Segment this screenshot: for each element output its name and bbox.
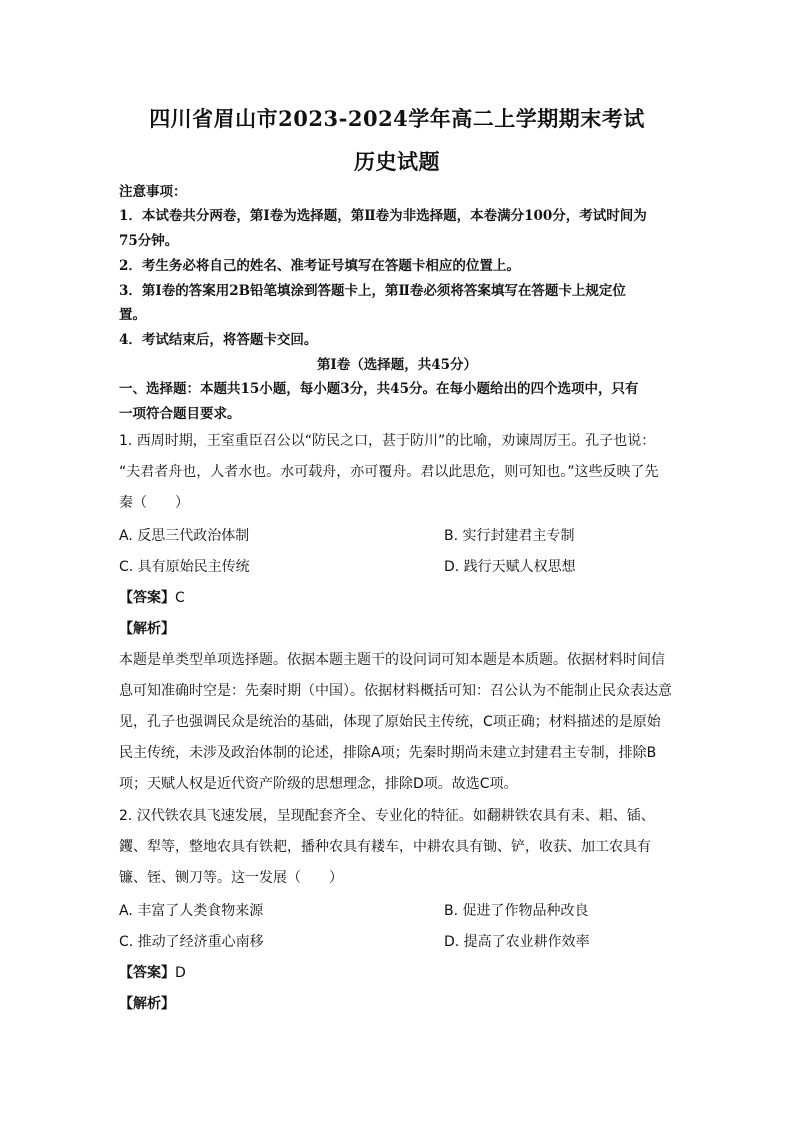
question-2-option-c: C. 推动了经济重心南移 (119, 934, 264, 950)
notice-item: 75分钟。 (119, 233, 179, 249)
section-intro: 一项符合题目要求。 (119, 406, 241, 422)
question-1-analysis: 见，孔子也强调民众是统治的基础，体现了原始民主传统，C项正确；材料描述的是原始 (119, 714, 661, 730)
answer-value: D (175, 965, 186, 981)
question-1-option-d: D. 践行天赋人权思想 (444, 559, 576, 575)
notice-item: 4．考试结束后，将答题卡交回。 (119, 332, 318, 348)
notice-item: 1．本试卷共分两卷，第Ⅰ卷为选择题，第Ⅱ卷为非选择题，本卷满分100分，考试时间为 (119, 208, 647, 224)
question-2-stem: 2. 汉代铁农具飞速发展，呈现配套齐全、专业化的特征。如翻耕铁农具有耒、耜、锸、 (119, 808, 655, 824)
question-1-stem: “夫君者舟也，人者水也。水可载舟，亦可覆舟。君以此思危，则可知也。”这些反映了先 (119, 464, 659, 480)
question-1-option-c: C. 具有原始民主传统 (119, 559, 250, 575)
section-intro: 一、选择题：本题共15小题，每小题3分，共45分。在每小题给出的四个选项中，只有 (119, 381, 639, 397)
question-1-stem: 1. 西周时期，王室重臣召公以“防民之口，甚于防川”的比喻，劝谏周厉王。孔子也说： (119, 433, 656, 449)
question-1-analysis: 本题是单类型单项选择题。依据本题主题干的设问词可知本题是本质题。依据材料时间信 (119, 652, 665, 668)
question-1-analysis: 项；天赋人权是近代资产阶级的思想理念，排除D项。故选C项。 (119, 776, 518, 792)
question-2-option-b: B. 促进了作物品种改良 (444, 903, 589, 919)
question-1-stem: 秦（ ） (119, 495, 189, 511)
question-2-option-a: A. 丰富了人类食物来源 (119, 903, 264, 919)
page-subtitle: 历史试题 (354, 149, 440, 174)
question-2-stem: 钁、犁等，整地农具有铁耙，播种农具有耧车，中耕农具有锄、铲，收获、加工农具有 (119, 839, 651, 855)
notice-heading: 注意事项： (119, 184, 187, 200)
analysis-label: 【解析】 (119, 996, 175, 1012)
question-1-option-a: A. 反思三代政治体制 (119, 528, 250, 544)
notice-item: 2．考生务必将自己的姓名、准考证号填写在答题卡相应的位置上。 (119, 258, 520, 274)
section-title: 第Ⅰ卷（选择题，共45分） (316, 357, 478, 373)
question-2-stem: 镰、铚、铡刀等。这一发展（ ） (119, 870, 343, 886)
question-1-answer (119, 587, 185, 609)
answer-label: 【答案】 (119, 965, 175, 981)
analysis-label: 【解析】 (119, 621, 175, 637)
question-2-option-d: D. 提高了农业耕作效率 (444, 934, 590, 950)
notice-item: 3．第Ⅰ卷的答案用2B铅笔填涂到答题卡上，第Ⅱ卷必须将答案填写在答题卡上规定位 (119, 283, 626, 299)
answer-label: 【答案】 (119, 590, 175, 606)
notice-item: 置。 (119, 307, 146, 323)
question-1-analysis: 民主传统，未涉及政治体制的论述，排除A项；先秦时期尚未建立封建君主专制，排除B (119, 745, 657, 761)
question-2-answer (119, 962, 186, 984)
page-title: 四川省眉山市2023-2024学年高二上学期期末考试 (149, 106, 645, 131)
question-2-analysis-label (119, 993, 175, 1015)
question-1-analysis-label (119, 618, 175, 640)
answer-value: C (175, 590, 185, 606)
question-1-analysis: 息可知准确时空是：先秦时期（中国）。依据材料概括可知：召公认为不能制止民众表达意 (119, 683, 672, 699)
question-1-option-b: B. 实行封建君主专制 (444, 528, 575, 544)
